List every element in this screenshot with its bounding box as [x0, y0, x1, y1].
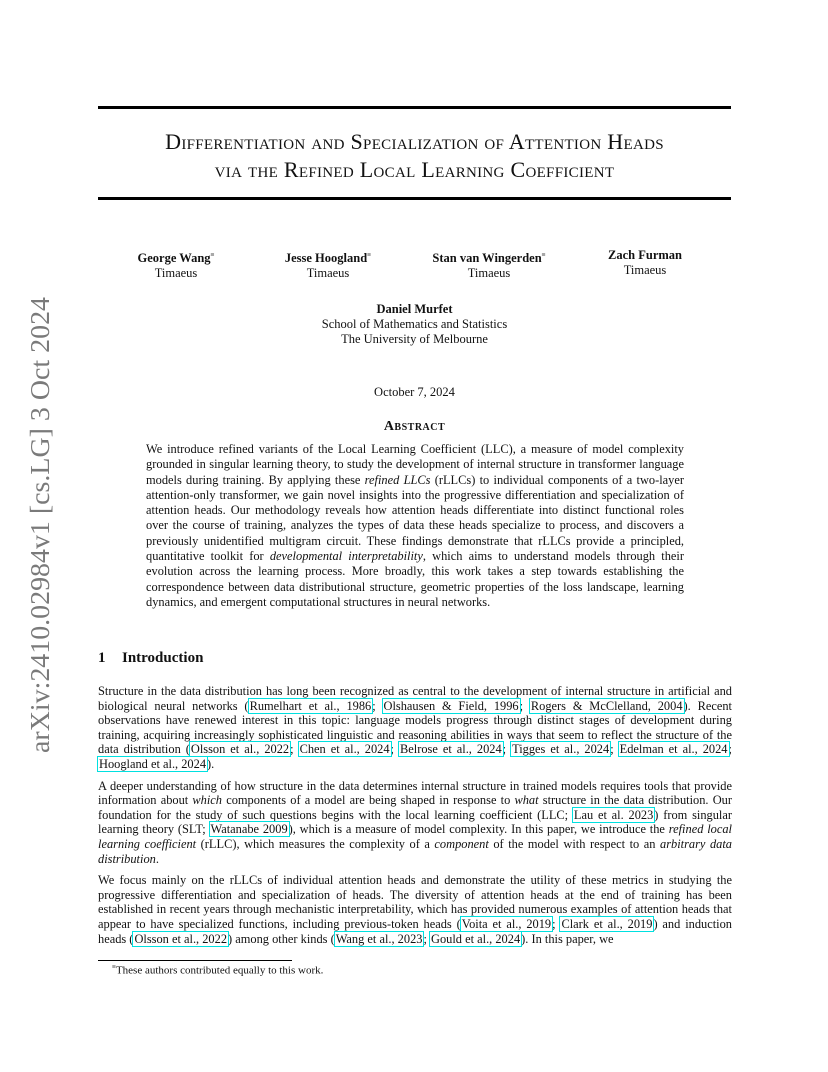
- author-affiliation: Timaeus: [623, 263, 667, 277]
- author-affiliation: Timaeus: [306, 266, 350, 281]
- author-name: Jesse Hoogland: [284, 251, 368, 266]
- footnote-rule: [98, 960, 292, 961]
- citation-link[interactable]: Lau et al. 2023: [573, 807, 654, 822]
- citation-link[interactable]: Rumelhart et al., 1986: [249, 698, 372, 713]
- citation-link[interactable]: Wang et al., 2023: [335, 931, 423, 946]
- citation-link[interactable]: Gould et al., 2024: [431, 931, 521, 946]
- citation-link[interactable]: Hoogland et al., 2024: [99, 756, 207, 771]
- section-number: 1: [98, 650, 106, 666]
- author-4: [560, 248, 730, 278]
- paper-date: October 7, 2024: [374, 385, 455, 399]
- title-line-1: Differentiation and Specialization of Attention Heads: [165, 129, 664, 154]
- citation-link[interactable]: Watanabe 2009: [210, 822, 288, 837]
- equal-contribution-mark: ≡: [210, 251, 215, 259]
- author-name: Stan van Wingerden: [432, 251, 542, 266]
- title-bottom-rule: [98, 197, 731, 200]
- citation-link[interactable]: Edelman et al., 2024: [619, 742, 728, 757]
- footnote-text: These authors contributed equally to this work.: [115, 964, 324, 977]
- equal-contribution-mark: ≡: [541, 251, 546, 259]
- abstract-heading: Abstract: [383, 419, 446, 434]
- author-name: George Wang: [137, 251, 211, 266]
- citation-link[interactable]: Voita et al., 2019: [461, 916, 552, 931]
- author-2: [243, 248, 413, 281]
- citation-link[interactable]: Clark et al., 2019: [561, 916, 653, 931]
- citation-link[interactable]: Olshausen & Field, 1996: [383, 698, 519, 713]
- citation-link[interactable]: Rogers & McClelland, 2004: [530, 698, 683, 713]
- title-top-rule: [98, 106, 731, 109]
- author-affiliation: Timaeus: [467, 266, 511, 281]
- paragraph-1: Structure in the data distribution has long been recognized as central to the development of internal structure in artificial and biological neural networks (Rumelhart et al., 1986; Olshausen & Field, 1996; Rogers & McClelland, 2004). Recent observations have renewed interest in this topic: language models progress through distinct stages of development during training, acquiring increasingly sophisticated linguistic and reasoning abilities in ways that seem to reflect the structure of the data distribution (Olsson et al., 2022; Chen et al., 2024; Belrose et al., 2024; Tigges et al., 2024; Edelman et al., 2024; Hoogland et al., 2024).: [98, 684, 732, 771]
- citation-link[interactable]: Tigges et al., 2024: [512, 742, 610, 757]
- abstract-text: We introduce refined variants of the Local Learning Coefficient (LLC), a measure of model complexity grounded in singular learning theory, to study the development of internal structure in transformer language models during training. By applying these refined LLCs (rLLCs) to individual components of a two-layer attention-only transformer, we gain novel insights into the progressive differentiation and specialization of attention heads. Our methodology reveals how attention heads differentiate into distinct functional roles over the course of training, analyzes the types of data these heads specialize to process, and discovers a previously unidentified multigram circuit. These findings demonstrate that rLLCs provide a principled, quantitative toolkit for developmental interpretability, which aims to understand models through their evolution across the learning process. More broadly, this work takes a step towards establishing the correspondence between data distributional structure, geometric properties of the loss landscape, learning dynamics, and emergent computational structures in neural networks.: [146, 442, 684, 609]
- author-affiliation-line-1: School of Mathematics and Statistics: [321, 317, 508, 331]
- citation-link[interactable]: Olsson et al., 2022: [190, 742, 290, 757]
- arxiv-identifier-stamp: [18, 295, 58, 755]
- author-name: Daniel Murfet: [376, 302, 453, 316]
- section-heading-introduction: [98, 650, 203, 667]
- paper-title: [98, 128, 731, 184]
- author-affiliation: Timaeus: [154, 266, 198, 281]
- introduction-body: [98, 684, 732, 953]
- paragraph-2: A deeper understanding of how structure in the data determines internal structure in trained models requires tools that provide information about which components of a model are being shaped in response to what structure in the data distribution. Our foundation for the study of such questions begins with the local learning coefficient (LLC; Lau et al. 2023) from singular learning theory (SLT; Watanabe 2009), which is a measure of model complexity. In this paper, we introduce the refined local learning coefficient (rLLC), which measures the complexity of a component of the model with respect to an arbitrary data distribution.: [98, 778, 733, 866]
- author-5: [98, 302, 731, 347]
- citation-link[interactable]: Olsson et al., 2022: [134, 931, 228, 946]
- citation-link[interactable]: Chen et al., 2024: [299, 742, 390, 757]
- author-3: [404, 248, 574, 281]
- arxiv-stamp-text: arXiv:2410.02984v1 [cs.LG] 3 Oct 2024: [25, 312, 55, 753]
- citation-link[interactable]: Belrose et al., 2024: [399, 742, 502, 757]
- section-title: Introduction: [122, 650, 204, 666]
- author-affiliation-line-2: The University of Melbourne: [341, 332, 488, 346]
- footnote: [112, 963, 323, 977]
- author-1: [91, 248, 261, 281]
- author-name: Zach Furman: [608, 248, 682, 262]
- footnote-mark: ≡: [112, 963, 116, 971]
- equal-contribution-mark: ≡: [367, 251, 372, 259]
- title-line-2: via the Refined Local Learning Coefficient: [214, 157, 615, 182]
- paragraph-3: We focus mainly on the rLLCs of individual attention heads and demonstrate the utility of these metrics in studying the progressive differentiation and specialization of heads. The diversity of attention heads at the end of training has been established in recent years through mechanistic interpretability, which has provided numerous examples of attention heads that appear to have specialized functions, including previous-token heads (Voita et al., 2019; Clark et al., 2019) and induction heads (Olsson et al., 2022) among other kinds (Wang et al., 2023; Gould et al., 2024). In this paper, we: [98, 873, 732, 946]
